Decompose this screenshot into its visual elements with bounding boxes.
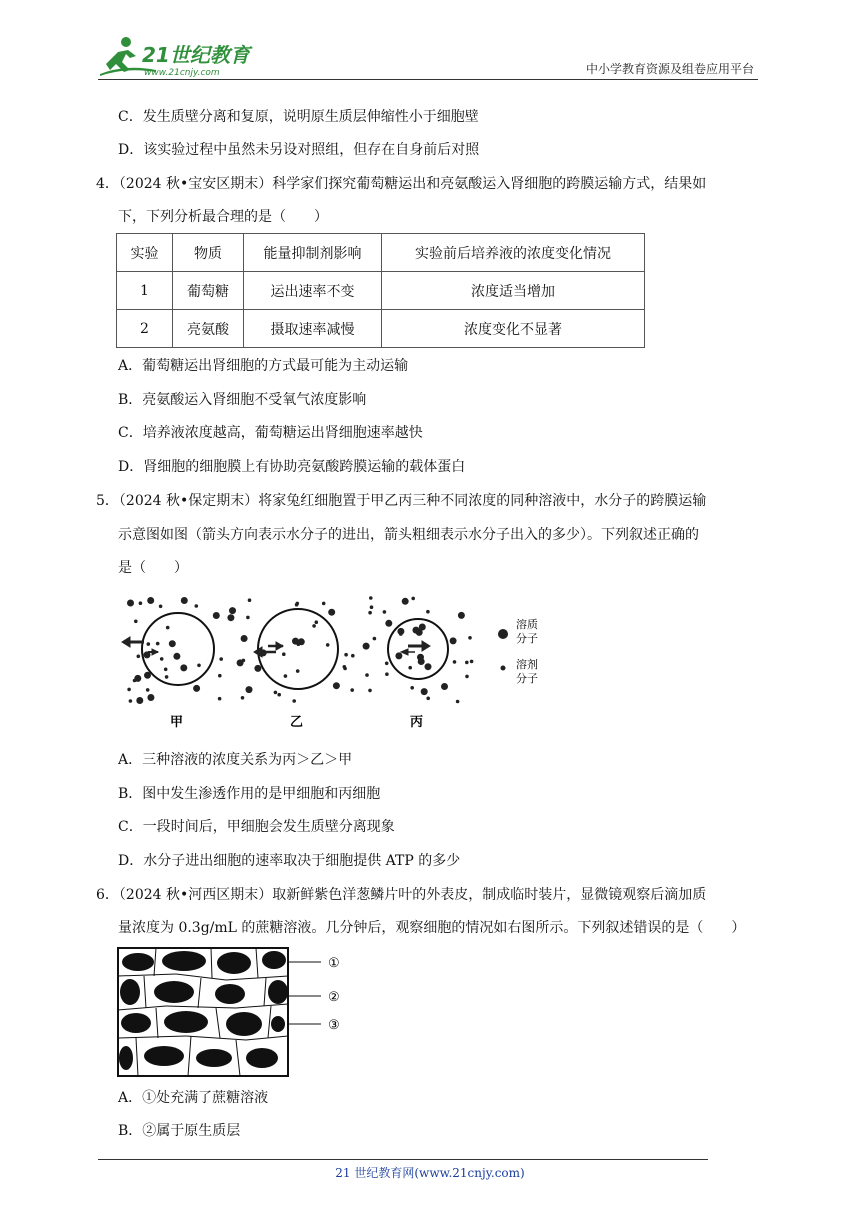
svg-text:21世纪教育: 21世纪教育 [142, 43, 250, 67]
solvent-molecule [139, 601, 143, 605]
table-cell: 运出速率不变 [244, 272, 382, 310]
solvent-molecule [296, 669, 300, 673]
solvent-molecule [156, 642, 160, 646]
solvent-molecule [295, 603, 299, 607]
solute-molecule [395, 652, 402, 659]
solute-molecule [246, 686, 253, 693]
solvent-molecule [282, 652, 286, 656]
solvent-molecule [292, 699, 296, 703]
solvent-molecule [242, 659, 246, 663]
onion-cell-figure [116, 946, 356, 1078]
footer-divider [98, 1159, 708, 1160]
solvent-molecule [165, 675, 169, 679]
solute-molecule [254, 665, 261, 672]
solute-molecule [363, 643, 370, 650]
q4-stem-line-1: 4．（2024 秋•宝安区期末）科学家们探究葡萄糖运出和亮氨酸运入肾细胞的跨膜运输方式，结果如 [96, 176, 707, 192]
osmosis-figure [118, 594, 548, 734]
solvent-molecule [218, 674, 222, 678]
q3-option-c: C．发生质壁分离和复原，说明原生质层伸缩性小于细胞壁 [118, 109, 479, 125]
q4-option-d: D．肾细胞的细胞膜上有协助亮氨酸跨膜运输的载体蛋白 [118, 459, 466, 475]
table-row [117, 310, 645, 348]
solute-molecule [421, 688, 428, 695]
q6-option-b: B．②属于原生质层 [118, 1123, 241, 1139]
solvent-molecule [411, 597, 415, 601]
solute-molecule [147, 597, 154, 604]
solute-molecule [241, 635, 248, 642]
solvent-molecule [315, 620, 319, 624]
table-header-row [117, 234, 645, 272]
marker-2: ② [328, 990, 340, 1005]
solute-molecule [144, 672, 151, 679]
solvent-molecule [368, 611, 372, 615]
solvent-molecule [385, 672, 389, 676]
solute-molecule [385, 620, 392, 627]
figure-label-bing: 丙 [410, 715, 424, 730]
experiment-table [116, 233, 645, 348]
solvent-molecule [160, 657, 164, 661]
site-logo [96, 34, 266, 78]
q5-option-a: A．三种溶液的浓度关系为丙＞乙＞甲 [118, 752, 353, 768]
solvent-molecule [365, 673, 369, 677]
solute-molecule [458, 612, 465, 619]
q4-option-b: B．亮氨酸运入肾细胞不受氧气浓度影响 [118, 392, 367, 408]
solvent-molecule [470, 660, 474, 664]
solvent-molecule [351, 654, 355, 658]
solvent-molecule [322, 602, 326, 606]
header-divider [98, 79, 758, 80]
solvent-molecule [159, 605, 163, 609]
q5-stem-line-2: 示意图如图（箭头方向表示水分子的进出，箭头粗细表示水分子出入的多少）。下列叙述正确的 [118, 527, 699, 543]
solute-molecule [193, 685, 200, 692]
solvent-molecule [453, 660, 457, 664]
solvent-molecule [284, 674, 288, 678]
q5-stem-line-1: 5．（2024 秋•保定期末）将家兔红细胞置于甲乙丙三种不同浓度的同种溶液中，水分子的跨膜运输 [96, 493, 707, 509]
table-header-cell: 能量抑制剂影响 [244, 234, 382, 272]
footer-text: 21 世纪教育网(www.21cnjy.com) [335, 1166, 525, 1180]
solvent-molecule [137, 655, 141, 659]
table-cell: 亮氨酸 [173, 310, 244, 348]
solvent-molecule [127, 688, 131, 692]
solute-molecule [127, 600, 134, 607]
solute-molecule [419, 624, 426, 631]
solvent-molecule [344, 653, 348, 657]
solvent-molecule [468, 636, 472, 640]
q6-stem-line-2: 量浓度为 0.3g/mL 的蔗糖溶液。几分钟后，观察细胞的情况如右图所示。下列叙述错误的是（ ） [118, 920, 746, 936]
solvent-molecule [248, 598, 252, 602]
solute-molecule [450, 637, 457, 644]
solvent-molecule [129, 699, 133, 703]
marker-3: ③ [328, 1018, 340, 1033]
solvent-molecule [350, 688, 354, 692]
solvent-molecule [370, 605, 374, 609]
solvent-molecule [426, 610, 430, 614]
solute-molecule [181, 597, 188, 604]
solvent-molecule [133, 679, 137, 683]
solvent-molecule [297, 642, 301, 646]
q4-stem-line-2: 下，下列分析最合理的是（ ） [118, 209, 328, 225]
q3-option-d: D．该实验过程中虽然未另设对照组，但存在自身前后对照 [118, 142, 480, 158]
solvent-molecule [368, 689, 372, 693]
q4-option-c: C．培养液浓度越高，葡萄糖运出肾细胞速率越快 [118, 425, 423, 441]
q5-option-b: B．图中发生渗透作用的是甲细胞和丙细胞 [118, 786, 381, 802]
solvent-molecule [241, 696, 245, 700]
solvent-molecule [218, 697, 222, 701]
solute-molecule [328, 609, 335, 616]
q5-option-d: D．水分子进出细胞的速率取决于细胞提供 ATP 的多少 [118, 853, 461, 869]
table-row [117, 272, 645, 310]
solute-molecule [227, 614, 234, 621]
solvent-molecule [274, 691, 278, 695]
solvent-molecule [219, 657, 223, 661]
solvent-molecule [373, 637, 377, 641]
table-header-cell: 物质 [173, 234, 244, 272]
q4-option-a: A．葡萄糖运出肾细胞的方式最可能为主动运输 [118, 358, 409, 374]
solvent-molecule [166, 626, 170, 630]
platform-name: 中小学教育资源及组卷应用平台 [585, 62, 754, 76]
table-cell: 浓度变化不显著 [382, 310, 645, 348]
solvent-molecule [164, 668, 168, 672]
solute-molecule [333, 682, 340, 689]
figure-label-jia: 甲 [170, 715, 184, 730]
solvent-molecule [134, 620, 138, 624]
solute-molecule [147, 694, 154, 701]
legend-solute-1: 溶质 [516, 618, 538, 631]
table-cell: 1 [117, 272, 173, 310]
solvent-molecule [146, 688, 150, 692]
table-cell: 摄取速率减慢 [244, 310, 382, 348]
solvent-molecule [369, 596, 373, 600]
solute-molecule [402, 598, 409, 605]
solvent-molecule [147, 642, 151, 646]
solvent-molecule [383, 610, 387, 614]
figure-label-yi: 乙 [290, 715, 304, 730]
solvent-molecule [410, 686, 414, 690]
solute-molecule [213, 612, 220, 619]
solvent-molecule [456, 700, 460, 704]
table-header-cell: 实验 [117, 234, 173, 272]
legend-solvent-1: 溶剂 [516, 658, 538, 671]
q5-option-c: C．一段时间后，甲细胞会发生质壁分离现象 [118, 819, 395, 835]
solute-molecule [180, 664, 187, 671]
table-cell: 葡萄糖 [173, 272, 244, 310]
solvent-molecule [399, 632, 403, 636]
solvent-molecule [465, 661, 469, 665]
table-cell: 浓度适当增加 [382, 272, 645, 310]
q5-stem-line-3: 是（ ） [118, 560, 188, 576]
table-cell: 2 [117, 310, 173, 348]
solute-molecule [173, 653, 180, 660]
solute-molecule [413, 627, 420, 634]
q6-option-a: A．①处充满了蔗糖溶液 [118, 1090, 269, 1106]
solute-molecule [229, 607, 236, 614]
legend-solute-2: 分子 [516, 632, 538, 645]
solvent-molecule [195, 604, 199, 608]
q6-stem-line-1: 6．（2024 秋•河西区期末）取新鲜紫色洋葱鳞片叶的外表皮，制成临时装片，显微镜观察后滴加质 [96, 887, 707, 903]
solute-molecule [136, 697, 143, 704]
legend-solvent-2: 分子 [516, 672, 538, 685]
solvent-molecule [197, 664, 201, 668]
solvent-molecule [326, 643, 330, 647]
svg-text:www.21cnjy.com: www.21cnjy.com [144, 68, 220, 78]
solute-molecule [417, 654, 424, 661]
solvent-molecule [465, 675, 469, 679]
solvent-molecule [408, 666, 412, 670]
solvent-molecule [246, 616, 250, 620]
solute-molecule [425, 663, 432, 670]
table-header-cell: 实验前后培养液的浓度变化情况 [382, 234, 645, 272]
solvent-molecule [385, 662, 389, 666]
solvent-molecule [343, 667, 347, 671]
solvent-molecule [277, 693, 281, 697]
marker-1: ① [328, 956, 340, 971]
solvent-molecule [312, 624, 316, 628]
solvent-molecule [426, 697, 430, 701]
solute-molecule [441, 683, 448, 690]
solute-molecule [169, 640, 176, 647]
